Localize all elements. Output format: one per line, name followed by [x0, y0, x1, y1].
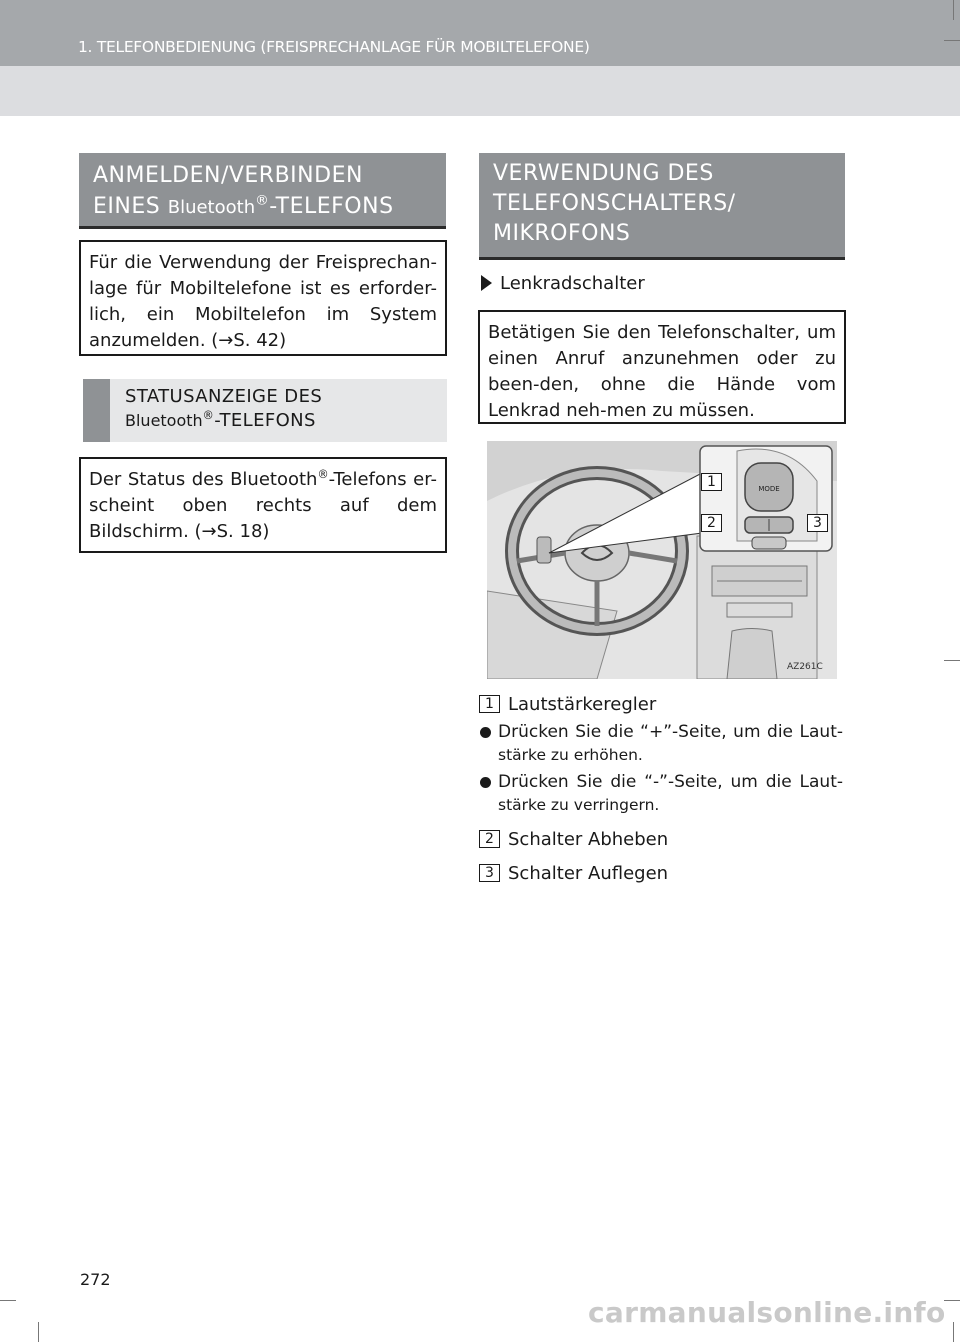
heading-strip: [83, 379, 110, 442]
registered-mark: ®: [317, 468, 329, 481]
callout-1: 1: [701, 473, 722, 491]
heading-rule: [479, 257, 845, 260]
heading-text-block: [125, 385, 322, 433]
illustration-code: AZ261C: [787, 662, 823, 672]
crop-mark: [944, 660, 960, 661]
info-box-status: [79, 457, 447, 553]
bullet-item: [498, 721, 843, 767]
crop-mark: [944, 1300, 960, 1301]
heading-text: Bluetooth: [125, 411, 203, 430]
item-number: 3: [479, 864, 500, 882]
crop-mark: [944, 40, 960, 41]
bullet-line: Drücken Sie die “-”-Seite, um die Laut-: [498, 772, 843, 792]
item-label: Lautstärkeregler: [508, 694, 657, 715]
bullet-line: Drücken Sie die “+”-Seite, um die Laut-: [498, 722, 843, 742]
heading-line: STATUSANZEIGE DES: [125, 386, 323, 407]
callout-3: 3: [807, 514, 828, 532]
heading-line: TELEFONSCHALTERS/: [493, 191, 736, 216]
info-text: -Telefons er-scheint oben rechts auf dem Bildschirm. (→S. 18): [89, 469, 437, 542]
heading-text: -TELEFONS: [214, 410, 316, 431]
heading-line: VERWENDUNG DES: [493, 161, 714, 186]
heading-line: MIKROFONS: [493, 221, 631, 246]
page-number: 272: [80, 1270, 111, 1289]
section-heading-register: [79, 153, 446, 226]
registered-mark: ®: [255, 192, 270, 209]
registered-mark: ®: [202, 409, 215, 422]
info-box-usage: Betätigen Sie den Telefonschalter, um einen Anruf anzunehmen oder zu been-den, ohne die Hände vom Lenkrad neh-men zu müssen.: [478, 310, 846, 424]
steering-wheel-illustration: [487, 441, 837, 679]
crop-mark: [953, 1322, 954, 1342]
item-label: Schalter Auflegen: [508, 863, 669, 884]
heading-line: ANMELDEN/VERBINDEN: [93, 163, 363, 188]
watermark: carmanualsonline.info: [588, 1296, 946, 1329]
bullet-item: [498, 771, 843, 817]
item-label: Schalter Abheben: [508, 829, 669, 850]
info-box-register: Für die Verwendung der Freisprechan-lage für Mobiltelefone ist es erforder-lich, ein Mobiltelefon im System anzumelden. (→S. 42): [79, 240, 447, 356]
heading-line: [93, 191, 432, 223]
subsection-heading-status: [83, 379, 447, 442]
header-subbar: [0, 66, 960, 116]
crop-mark: [953, 0, 954, 20]
bullet-line: stärke zu verringern.: [498, 796, 660, 814]
arrow-icon: [481, 275, 492, 291]
info-text: Der Status des Bluetooth: [89, 469, 318, 490]
crop-mark: [38, 1322, 39, 1342]
chapter-title: 1. TELEFONBEDIENUNG (FREISPRECHANLAGE FÜR MOBILTELEFONE): [78, 38, 590, 56]
bullet-dot: [480, 777, 491, 788]
item-number: 2: [479, 830, 500, 848]
bullet-line: stärke zu erhöhen.: [498, 746, 643, 764]
crop-mark: [0, 1300, 16, 1301]
section-heading-usage: [479, 153, 845, 257]
heading-text: -TELEFONS: [269, 194, 394, 219]
header-bar: [0, 0, 960, 66]
bullet-dot: [480, 727, 491, 738]
heading-text: EINES: [93, 194, 168, 219]
heading-line: [125, 409, 322, 433]
mode-label: MODE: [758, 485, 780, 493]
subheading-steering-switch: [481, 273, 645, 294]
heading-text: Bluetooth: [167, 197, 256, 218]
subheading-text: Lenkradschalter: [500, 273, 645, 294]
heading-rule: [79, 226, 446, 229]
dashboard-drawing: [487, 441, 837, 679]
callout-2: 2: [701, 514, 722, 532]
item-number: 1: [479, 695, 500, 713]
